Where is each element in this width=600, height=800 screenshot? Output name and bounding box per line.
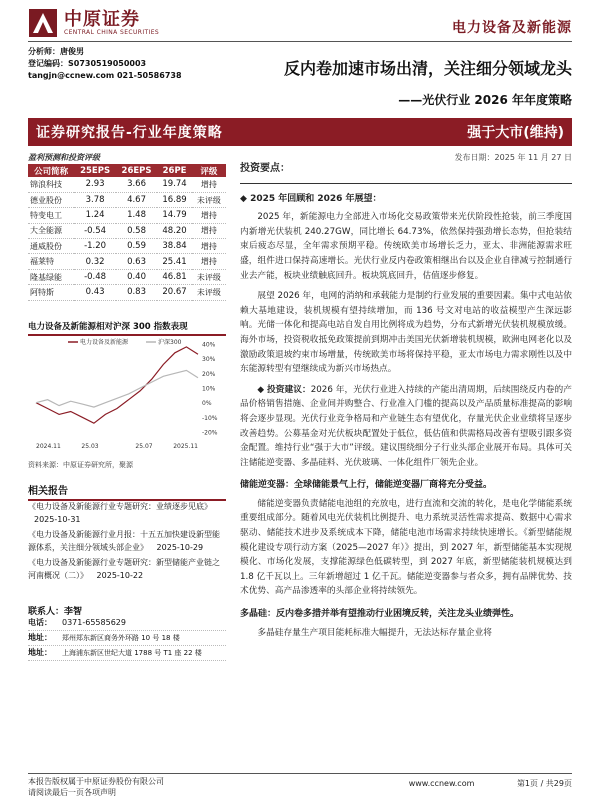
table-cell: 福莱特: [28, 254, 74, 269]
body-paragraph: 2025 年，新能源电力全部进入市场化交易政策带来光伏阶段性抢装，前三季度国内新增光伏装机 240.27GW，同比增长 64.73%，依然保持强劲增长态势，但抢装结束后疲态尽显，全年需求预期平稳。传统欧美市场增长乏力，亚太、非洲能源需求旺盛，组件进口保持高速增长。光伏行业反内卷政策相继出台以及企业自律减亏控制通行业去产能，板块业绩触底回升。板块筑底回升，估值逐步修复。: [240, 212, 572, 281]
table-cell: 0.43: [74, 285, 115, 300]
table-cell: 未评级: [192, 192, 226, 207]
table-cell: 隆基绿能: [28, 269, 74, 284]
related-reports-list: [28, 500, 226, 584]
contact-info: [28, 616, 226, 661]
y-tick-label: 0%: [202, 400, 212, 408]
legend-label: 电力设备及新能源: [80, 339, 129, 346]
table-header: 26EPS: [116, 164, 157, 177]
table-cell: 阿特斯: [28, 285, 74, 300]
related-report-text[interactable]: 《电力设备及新能源行业专题研究：新型储能产业链之河南概况（二）》: [28, 558, 220, 580]
table-row: [28, 208, 226, 223]
report-banner: [28, 118, 572, 146]
sector-label: 电力设备及新能源: [452, 20, 572, 36]
rating-badge: 强于大市(维持): [467, 125, 564, 141]
contact-address: 郑州郑东新区商务外环路 10 号 18 楼: [62, 634, 180, 642]
related-report-text[interactable]: 《电力设备及新能源行业月报：十五五加快建设新型能源体系，关注细分领域头部企业》: [28, 530, 220, 552]
subsection-title-text: 反内卷多措并举有望推动行业困境反转，关注龙头业绩弹性。: [276, 609, 520, 620]
section-title: 投资要点：: [240, 163, 290, 174]
table-cell: 特变电工: [28, 208, 74, 223]
table-cell: 48.20: [157, 223, 192, 238]
subsection-title: [240, 607, 572, 622]
y-tick-label: -10%: [202, 414, 218, 422]
logo-mark-icon: [28, 8, 58, 38]
logo-text-en: CENTRAL CHINA SECURITIES: [64, 28, 160, 36]
table-row: [28, 223, 226, 238]
table-row: [28, 177, 226, 192]
footer-right: [409, 778, 572, 789]
analyst-info: [28, 46, 228, 82]
body-paragraph: 储能逆变器负责储能电池组的充放电，进行直流和交流的转化，是电化学储能系统重要组成部分。随着风电光伏装机比例提升、电力系统灵活性需求提高、数据中心需求驱动、储能技术进步及系统成本下降，储能电池市场需求持续快速增长。《新型储能规模化建设专项行动方案（2025—2027 年）》提出，到 2027 年，新型储能基本实现规模化、市场化发展，支撑能源绿色低碳转型，到 2027 年底，新型储能装机规模达到 1.8 亿千瓦以上。三年新增超过 1 亿千瓦。储能逆变器参与者众多，拥有品牌优势、技术优势、高产品渗透率的头部企业将持续领先。: [240, 498, 572, 597]
section-divider: [240, 183, 572, 184]
related-report-item[interactable]: [28, 528, 226, 554]
table-cell: 增持: [192, 254, 226, 269]
contact-phone[interactable]: 0371-65585629: [62, 618, 126, 627]
table-cell: 14.79: [157, 208, 192, 223]
table-cell: 46.81: [157, 269, 192, 284]
header-divider: [28, 41, 572, 42]
report-subtitle: ——光伏行业 2026 年年度策略: [398, 93, 572, 107]
body-paragraph: 多晶硅存量生产项目能耗标准大幅提升，无法达标存量企业将: [257, 627, 492, 638]
earnings-table-title: 盈利预测和投资评级: [28, 153, 100, 162]
table-cell: 大全能源: [28, 223, 74, 238]
analyst-cert: 登记编码：S0730519050003: [28, 59, 147, 68]
related-report-date: 2025-10-22: [96, 571, 144, 580]
report-body: [240, 162, 572, 646]
subsection-lead: 多晶硅：: [240, 609, 277, 620]
contact-address: 上海浦东新区世纪大道 1788 号 T1 座 22 楼: [62, 649, 202, 657]
earnings-table: [28, 164, 226, 301]
x-tick-label: 2024.11: [36, 443, 61, 450]
paragraph-lead: 投资建议：: [266, 384, 311, 395]
table-cell: 德业股份: [28, 192, 74, 207]
table-row: [28, 269, 226, 284]
table-cell: 16.89: [157, 192, 192, 207]
logo-text-cn: 中原证券: [64, 8, 140, 30]
table-cell: 未评级: [192, 269, 226, 284]
copyright-text: 本报告版权属于中原证券股份有限公司: [28, 777, 164, 786]
subsection-title: 储能逆变器：全球储能景气上行，储能逆变器厂商将充分受益。: [240, 480, 493, 491]
footer-notice: [28, 776, 164, 798]
website-link[interactable]: www.ccnew.com: [408, 779, 475, 788]
table-row: [28, 254, 226, 269]
table-cell: 1.24: [74, 208, 115, 223]
y-tick-label: 40%: [202, 341, 216, 349]
table-row: [28, 192, 226, 207]
table-cell: -0.54: [74, 223, 115, 238]
x-tick-label: 25.07: [135, 443, 153, 450]
footer-divider: [28, 773, 572, 774]
table-row: [28, 285, 226, 300]
table-cell: 2.93: [74, 177, 115, 192]
table-cell: 3.66: [116, 177, 157, 192]
table-cell: 20.67: [157, 285, 192, 300]
table-header: 26PE: [157, 164, 192, 177]
table-cell: -1.20: [74, 239, 115, 254]
analyst-email[interactable]: tangjn@ccnew.com 021-50586738: [28, 71, 182, 80]
related-report-date: 2025-10-31: [34, 515, 81, 524]
table-cell: -0.48: [74, 269, 115, 284]
subsection-title: ◆ 2025 年回顾和 2026 年展望：: [240, 193, 382, 204]
x-tick-label: 25.03: [81, 443, 99, 450]
table-header: 评级: [192, 164, 226, 177]
contact-title: 联系人：李智: [28, 607, 83, 617]
table-cell: 增持: [192, 208, 226, 223]
table-row: [28, 239, 226, 254]
table-header: 公司简称: [28, 164, 74, 177]
table-cell: 0.40: [116, 269, 157, 284]
legend-label: 沪深300: [158, 339, 182, 346]
table-cell: 增持: [192, 223, 226, 238]
analyst-name: 分析师：唐俊男: [28, 47, 84, 56]
chart-title: 电力设备及新能源相对沪深 300 指数表现: [28, 322, 188, 332]
contact-row: [28, 631, 226, 646]
related-report-text[interactable]: 《电力设备及新能源行业专题研究：业绩逐步见底》: [28, 502, 212, 511]
publish-date: 发布日期：2025 年 11 月 27 日: [454, 153, 572, 162]
performance-chart-svg: [28, 336, 226, 456]
body-paragraph: ◆ 投资建议：2026 年，光伏行业进入持续的产能出清周期，后续围绕反内卷的产品价格销售措施、企业间并购整合、行业准入门槛的提高以及产品质量标准提高的影响将会逐步显现。光伏行业竞争格局和产业链生态有望优化，存量光伏企业业绩将呈逐步改善趋势。公募基金对光伏板块配置处于低位，低估值和供需格局改善有望吸引跟多资金配置。维持行业“强于大市”评级。建议围绕细分子行业头部企业展开布局。具体可关注储能逆变器、多晶硅料、光伏玻璃、一体化组件厂领先企业。: [240, 384, 572, 468]
table-cell: 38.84: [157, 239, 192, 254]
table-cell: 锦浪科技: [28, 177, 74, 192]
table-header: 25EPS: [74, 164, 115, 177]
page-number: 第1页 / 共29页: [516, 779, 572, 788]
y-tick-label: -20%: [202, 429, 218, 437]
table-cell: 0.32: [74, 254, 115, 269]
table-cell: 增持: [192, 177, 226, 192]
chart-source: 资料来源：中原证券研究所，聚源: [28, 461, 133, 469]
table-cell: 1.48: [116, 208, 157, 223]
table-cell: 0.83: [116, 285, 157, 300]
y-tick-label: 10%: [202, 385, 216, 393]
disclaimer-link[interactable]: 请阅读最后一页各项声明: [28, 788, 116, 797]
table-cell: 25.41: [157, 254, 192, 269]
contact-label: 地址：: [28, 633, 52, 642]
table-cell: 3.78: [74, 192, 115, 207]
report-type: 证券研究报告-行业年度策略: [36, 125, 223, 141]
x-tick-label: 2025.11: [173, 443, 198, 450]
subsection-title-text: 2025 年回顾和 2026 年展望：: [250, 193, 382, 204]
table-cell: 0.63: [116, 254, 157, 269]
table-cell: 4.67: [116, 192, 157, 207]
table-header-row: [28, 164, 226, 177]
company-logo: [28, 8, 159, 38]
performance-chart: [28, 334, 226, 454]
series-line: [36, 347, 198, 423]
table-cell: 增持: [192, 239, 226, 254]
related-report-date: 2025-10-29: [156, 543, 204, 552]
related-report-item[interactable]: [28, 556, 226, 582]
body-paragraph: 展望 2026 年，电网的消纳和承载能力是制约行业发展的重要因素。集中式电站依赖大基地建设，装机规模有望持续增加，而 136 号文对电站的收益模型产生深远影响。光储一体化和提高电站自发自用比例将成为趋势，分布式新增光伏装机规模放缓。海外市场，投资税收抵免政策提前到期冲击美国光伏新增装机规模，欧洲电网老化以及激励政策退坡约束市场增量，传统欧美市场将保持平稳，亚太市场电力需求刚性以及中东能源转型有望继续成为新兴市场热点。: [240, 291, 572, 375]
y-tick-label: 20%: [202, 370, 216, 378]
y-tick-label: 30%: [202, 356, 216, 364]
series-line: [36, 370, 198, 407]
report-title: 反内卷加速市场出清，关注细分领域龙头: [283, 59, 572, 78]
table-cell: 19.74: [157, 177, 192, 192]
table-cell: 未评级: [192, 285, 226, 300]
table-cell: 通威股份: [28, 239, 74, 254]
contact-label: 电话：: [28, 618, 52, 627]
paragraph-text: 2026 年，光伏行业进入持续的产能出清周期，后续围绕反内卷的产品价格销售措施、企业间并购整合、行业准入门槛的提高以及产品质量标准提高的影响将会逐步显现。光伏行业竞争格局和产业链生态有望优化，存量光伏企业业绩将呈逐步改善趋势。公募基金对光伏板块配置处于低位，低估值和供需格局改善有望吸引跟多资金配置。维持行业“强于大市”评级。建议围绕细分子行业头部企业展开布局。具体可关注储能逆变器、多晶硅料、光伏玻璃、一体化组件厂领先企业。: [240, 384, 572, 468]
contact-row: [28, 616, 226, 631]
contact-row: [28, 646, 226, 661]
contact-label: 地址：: [28, 648, 52, 657]
related-report-item[interactable]: [28, 500, 226, 526]
table-cell: 0.59: [116, 239, 157, 254]
related-reports-title: 相关报告: [28, 482, 226, 501]
table-cell: 0.58: [116, 223, 157, 238]
